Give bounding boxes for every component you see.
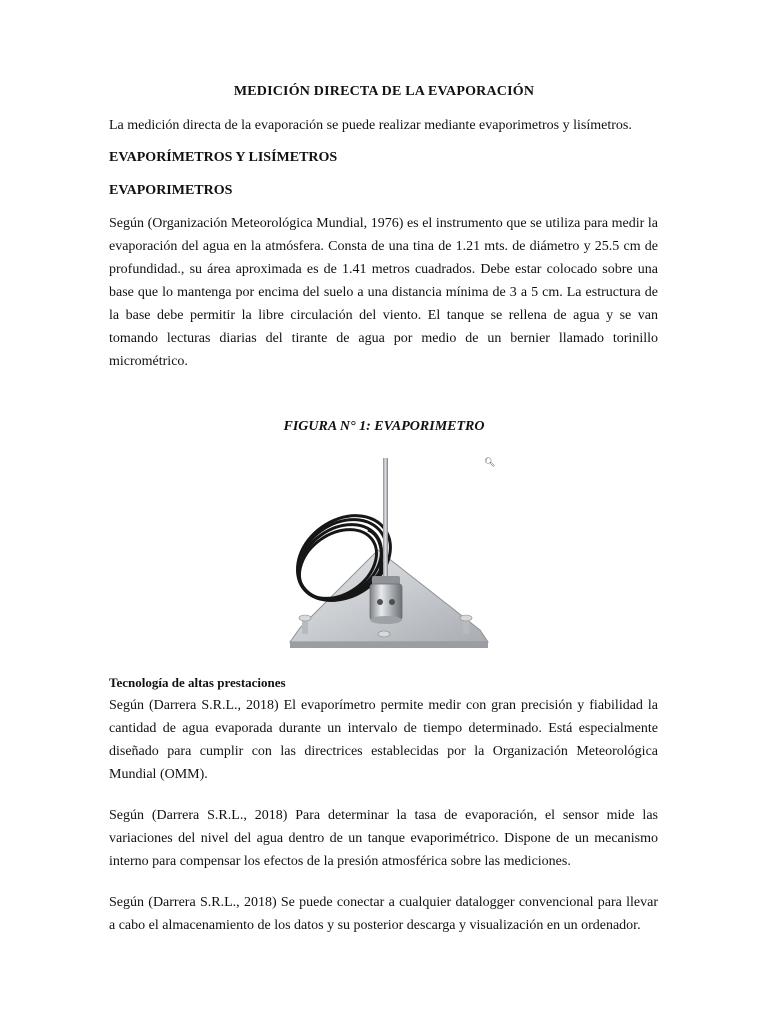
gauge-rod xyxy=(383,458,388,576)
bolt-center xyxy=(378,631,390,637)
evaporimeter-photo xyxy=(280,450,500,660)
evaporimeter-illustration xyxy=(280,450,500,660)
section-heading-evaporimetros-lisimetros: EVAPORÍMETROS Y LISÍMETROS xyxy=(109,150,338,165)
paragraph-definition: Según (Organización Meteorológica Mundial, 1976) es el instrumento que se utiliza para medir la evaporación del agua en la atmósfera. Consta de una tina de 1.21 mts. de diámetro y 25.5 cm de profundidad., su área aproximada es de 1.41 metros cuadrados. Debe estar colocado sobre una base que lo mantenga por encima del suelo a una distancia mínima de 3 a 5 cm. La estructura de la base debe permitir la libre circulación del viento. El tanque se rellena de agua y se van tomando lecturas diarias del tirante de agua por medio de un bernier llamado torinillo micrométrico. xyxy=(109,216,658,369)
paragraph-precision: Según (Darrera S.R.L., 2018) El evaporímetro permite medir con gran precisión y fiabilidad la cantidad de agua evaporada durante un intervalo de tiempo determinado. Está especialmente diseñado para cumplir con las directrices establecidas por la Organización Meteorológica Mundial (OMM). xyxy=(109,698,658,782)
subheading-tecnologia: Tecnología de altas prestaciones xyxy=(109,675,286,690)
figure-caption: FIGURA N° 1: EVAPORIMETRO xyxy=(283,419,485,434)
base-plate-edge xyxy=(290,642,488,648)
intro-text: La medición directa de la evaporación se puede realizar mediante evaporimetros y lisímetros. xyxy=(109,118,632,133)
sensor-body xyxy=(370,584,402,620)
section-heading-evaporimetros: EVAPORIMETROS xyxy=(109,183,233,198)
page-title: MEDICIÓN DIRECTA DE LA EVAPORACIÓN xyxy=(233,84,535,99)
paragraph-tasa-evaporacion: Según (Darrera S.R.L., 2018) Para determinar la tasa de evaporación, el sensor mide las variaciones del nivel del agua dentro de un tanque evaporimétrico. Dispone de un mecanismo interno para compensar los efectos de la presión atmosférica sobre las mediciones. xyxy=(109,808,658,869)
paragraph-datalogger: Según (Darrera S.R.L., 2018) Se puede conectar a cualquier datalogger convencional para llevar a cabo el almacenamiento de los datos y su posterior descarga y visualización en un ordenador. xyxy=(109,895,658,933)
zoom-icon[interactable]: 🔍︎ xyxy=(484,458,496,468)
